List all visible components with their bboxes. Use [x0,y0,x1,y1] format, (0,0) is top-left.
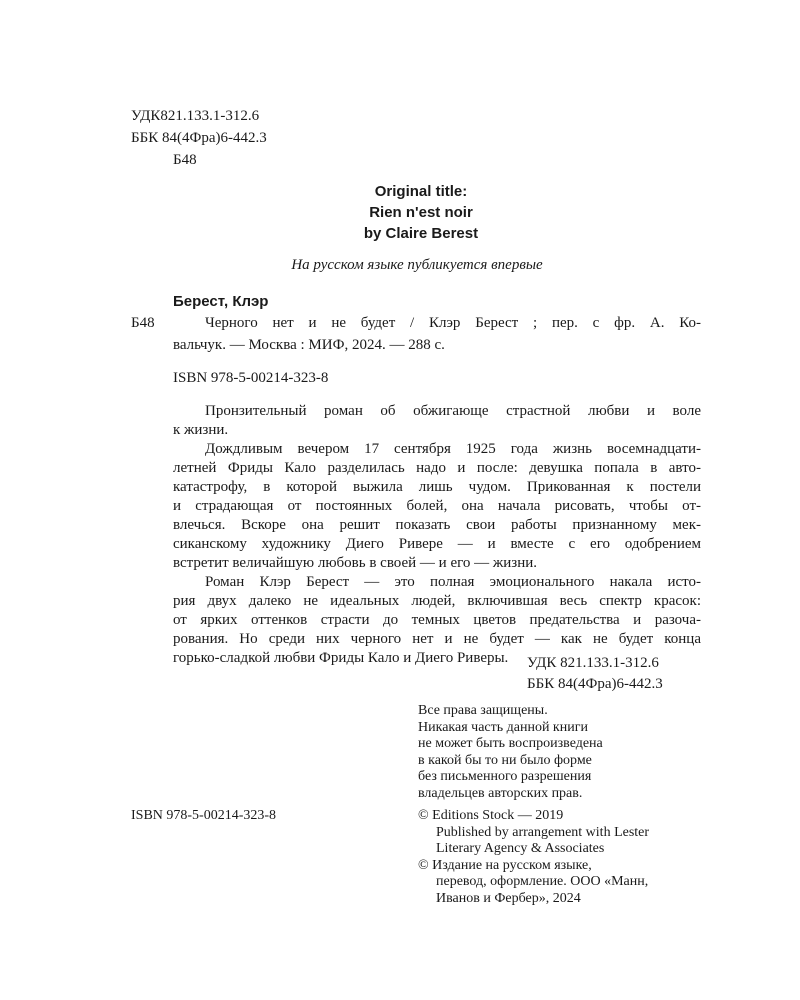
bibliographic-entry-line-2: вальчук. — Москва : МИФ, 2024. — 288 с. [173,337,445,353]
udk-top: УДК821.133.1-312.6 [131,108,260,124]
annotation-line: рия двух далеко не идеальных людей, включившая весь спектр красок: [173,593,701,609]
original-title-label: Original title: [374,183,468,200]
copyright-line: Literary Agency & Associates [436,841,605,857]
author-mark: Б48 [131,315,155,331]
copyright-line: © Editions Stock — 2019 [418,808,564,823]
copyright-line: Иванов и Фербер», 2024 [436,890,581,906]
copyright-line: Published by arrangement with Lester [436,824,650,840]
first-publication-note: На русском языке публикуется впервые [291,257,543,273]
original-title: Rien n'est noir [369,204,473,221]
copyright-line: перевод, оформление. ООО «Манн, [436,874,649,890]
annotation-line: Пронзительный роман об обжигающе страстной любви и воле [205,403,701,419]
rights-line: в какой бы то ни было форме [418,752,592,768]
author-heading: Берест, Клэр [173,293,269,310]
bbk-top: ББК 84(4Фра)6-442.3 [131,130,267,146]
original-author: by Claire Berest [363,225,479,242]
annotation-line: Роман Клэр Берест — это полная эмоционального накала исто- [205,574,701,590]
rights-line: без письменного разрешения [418,769,592,785]
copyright-block [418,808,649,908]
author-mark-top: Б48 [173,152,197,168]
rights-line: Никакая часть данной книги [418,719,588,735]
annotation-line: встретит величайшую любовь в своей — и его — жизни. [173,555,538,571]
rights-line: Все права защищены. [418,703,548,718]
annotation-line: горько-сладкой любви Фриды Кало и Диего Риверы. [173,650,509,666]
copyright-line: © Издание на русском языке, [418,857,592,873]
annotation-line: сиканскому художнику Диего Ривере — и вместе с его одобрением [173,536,701,552]
annotation-line: катастрофу, в которой выжила лишь чудом. Прикованная к постели [173,479,701,495]
annotation-line: влечься. Вскоре она решит показать свои работы признанному мек- [173,517,701,533]
rights-line: не может быть воспроизведена [418,736,603,752]
udk-bottom: УДК 821.133.1-312.6 [527,655,659,671]
annotation-line: от ярких оттенков страсти до темных цветов предательства и разоча- [173,612,701,628]
rights-line: владельцев авторских прав. [418,785,583,801]
isbn-bottom: ISBN 978-5-00214-323-8 [131,808,277,823]
bbk-bottom: ББК 84(4Фра)6-442.3 [527,676,663,692]
annotation-line: Дождливым вечером 17 сентября 1925 года жизнь восемнадцати- [205,441,701,457]
annotation-line: летней Фриды Кало разделилась надо и после: девушка попала в авто- [173,460,701,476]
annotation-line: и страдающая от постоянных болей, она начала рисовать, чтобы от- [173,498,701,514]
annotation-line: к жизни. [173,422,229,438]
rights-notice [418,703,603,803]
bibliographic-entry-line-1: Черного нет и не будет / Клэр Берест ; пер. с фр. А. Ко- [205,315,701,331]
annotation-line: рования. Но среди них черного нет и не будет — как не будет конца [173,631,701,647]
isbn: ISBN 978-5-00214-323-8 [173,370,329,386]
